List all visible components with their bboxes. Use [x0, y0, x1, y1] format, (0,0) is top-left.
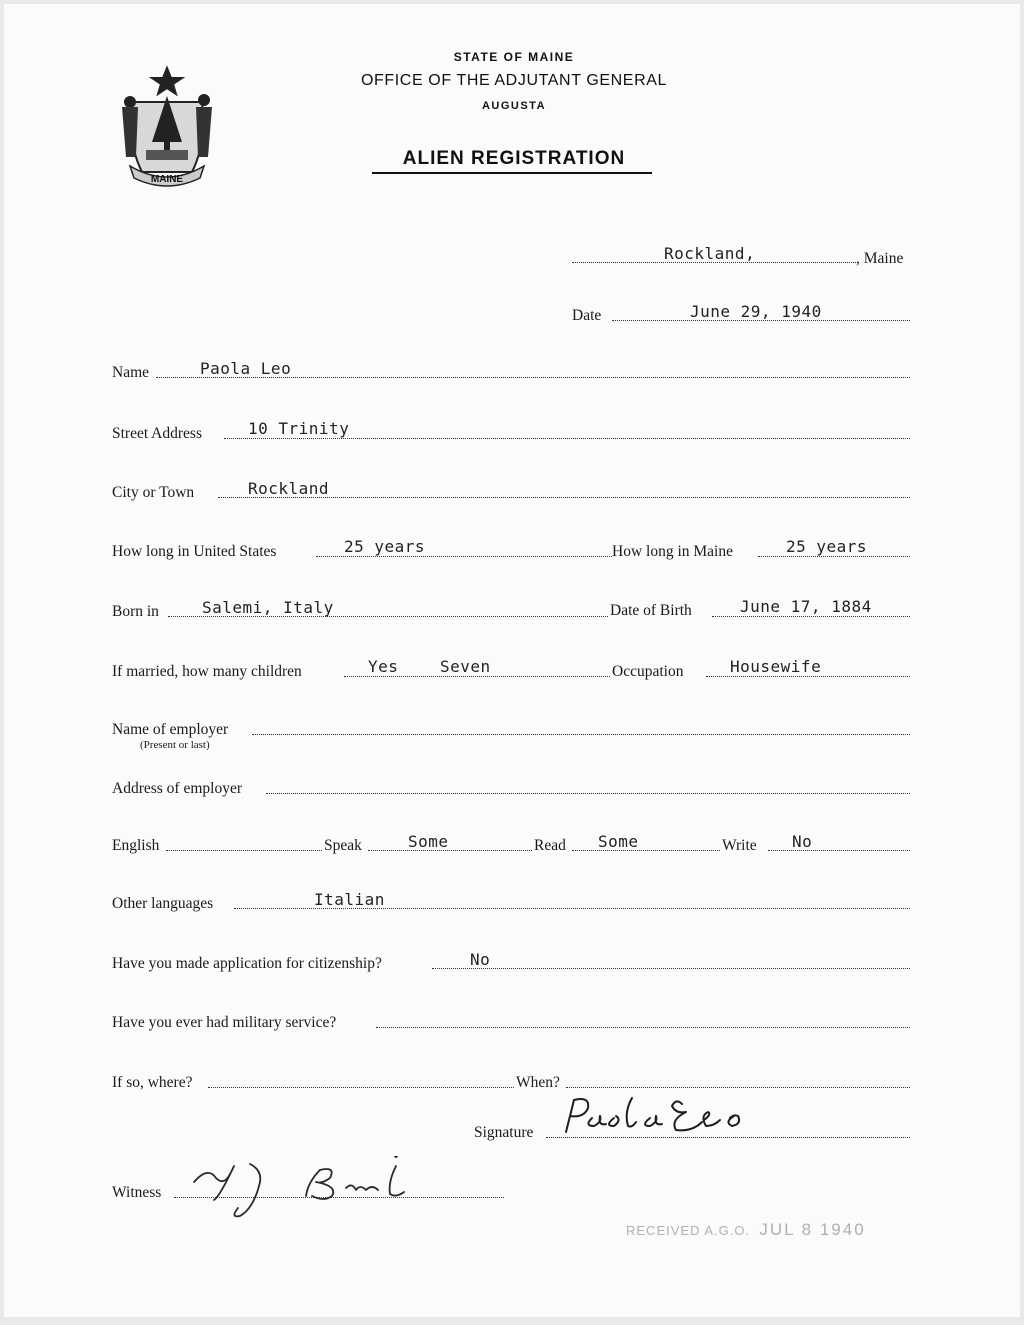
citizenship-value: No: [470, 950, 491, 969]
employer-address-line: [266, 793, 910, 794]
children-label: If married, how many children: [112, 663, 302, 680]
military-line: [376, 1027, 910, 1028]
street-line: [224, 438, 910, 439]
title-underline: [372, 172, 652, 174]
read-line: [572, 850, 720, 851]
children-line: [344, 676, 610, 677]
speak-label: Speak: [324, 837, 362, 854]
read-label: Read: [534, 837, 566, 854]
when-line: [566, 1087, 910, 1088]
military-label: Have you ever had military service?: [112, 1014, 337, 1031]
stamp-prefix: RECEIVED A.G.O.: [626, 1223, 751, 1238]
other-languages-label: Other languages: [112, 895, 214, 912]
write-label: Write: [722, 837, 757, 854]
form-title: ALIEN REGISTRATION: [402, 148, 626, 169]
occupation-label: Occupation: [612, 663, 684, 680]
occupation-value: Housewife: [730, 657, 822, 676]
witness-signature-icon: [190, 1156, 430, 1226]
english-label: English: [112, 837, 160, 854]
speak-value: Some: [408, 832, 449, 851]
when-label: When?: [516, 1074, 560, 1091]
read-value: Some: [598, 832, 639, 851]
where-line: [208, 1087, 514, 1088]
dob-line: [712, 616, 910, 617]
employer-address-label: Address of employer: [112, 780, 242, 797]
speak-line: [368, 850, 532, 851]
stamp-date: JUL 8 1940: [759, 1220, 866, 1239]
children-count-value: Seven: [440, 657, 491, 676]
write-line: [768, 850, 910, 851]
dob-value: June 17, 1884: [740, 597, 872, 616]
date-value: June 29, 1940: [690, 302, 822, 321]
occupation-line: [706, 676, 910, 677]
citizenship-label: Have you made application for citizenship?: [112, 955, 382, 972]
us-duration-value: 25 years: [344, 537, 426, 556]
location-label: , Maine: [856, 250, 904, 267]
city-value: Rockland: [248, 479, 330, 498]
seal-ribbon-text: MAINE: [150, 174, 184, 185]
write-value: No: [792, 832, 813, 851]
header-office: OFFICE OF THE ADJUTANT GENERAL: [360, 72, 668, 89]
received-stamp: [626, 1220, 866, 1240]
other-languages-value: Italian: [314, 890, 385, 909]
city-label: City or Town: [112, 484, 195, 501]
maine-duration-line: [758, 556, 910, 557]
married-value: Yes: [368, 657, 399, 676]
street-label: Street Address: [112, 425, 202, 442]
signature-handwriting-icon: [552, 1092, 772, 1144]
us-duration-line: [316, 556, 612, 557]
location-value: Rockland,: [664, 244, 756, 263]
header-city: AUGUSTA: [481, 100, 547, 112]
witness-label: Witness: [112, 1184, 162, 1201]
signature-label: Signature: [474, 1124, 534, 1141]
state-seal-icon: [112, 62, 222, 190]
street-value: 10 Trinity: [248, 419, 350, 438]
maine-duration-value: 25 years: [786, 537, 868, 556]
maine-duration-label: How long in Maine: [612, 543, 733, 560]
born-label: Born in: [112, 603, 159, 620]
employer-sublabel: (Present or last): [140, 739, 210, 751]
dob-label: Date of Birth: [610, 602, 692, 619]
name-label: Name: [112, 364, 150, 381]
name-value: Paola Leo: [200, 359, 292, 378]
born-value: Salemi, Italy: [202, 598, 334, 617]
english-line: [166, 850, 322, 851]
where-label: If so, where?: [112, 1074, 193, 1091]
date-label: Date: [572, 307, 602, 324]
employer-line: [252, 734, 910, 735]
citizenship-line: [432, 968, 910, 969]
registration-form-page: [4, 4, 1020, 1317]
header-state: STATE OF MAINE: [453, 50, 575, 64]
employer-label: Name of employer: [112, 721, 229, 738]
us-duration-label: How long in United States: [112, 543, 277, 560]
